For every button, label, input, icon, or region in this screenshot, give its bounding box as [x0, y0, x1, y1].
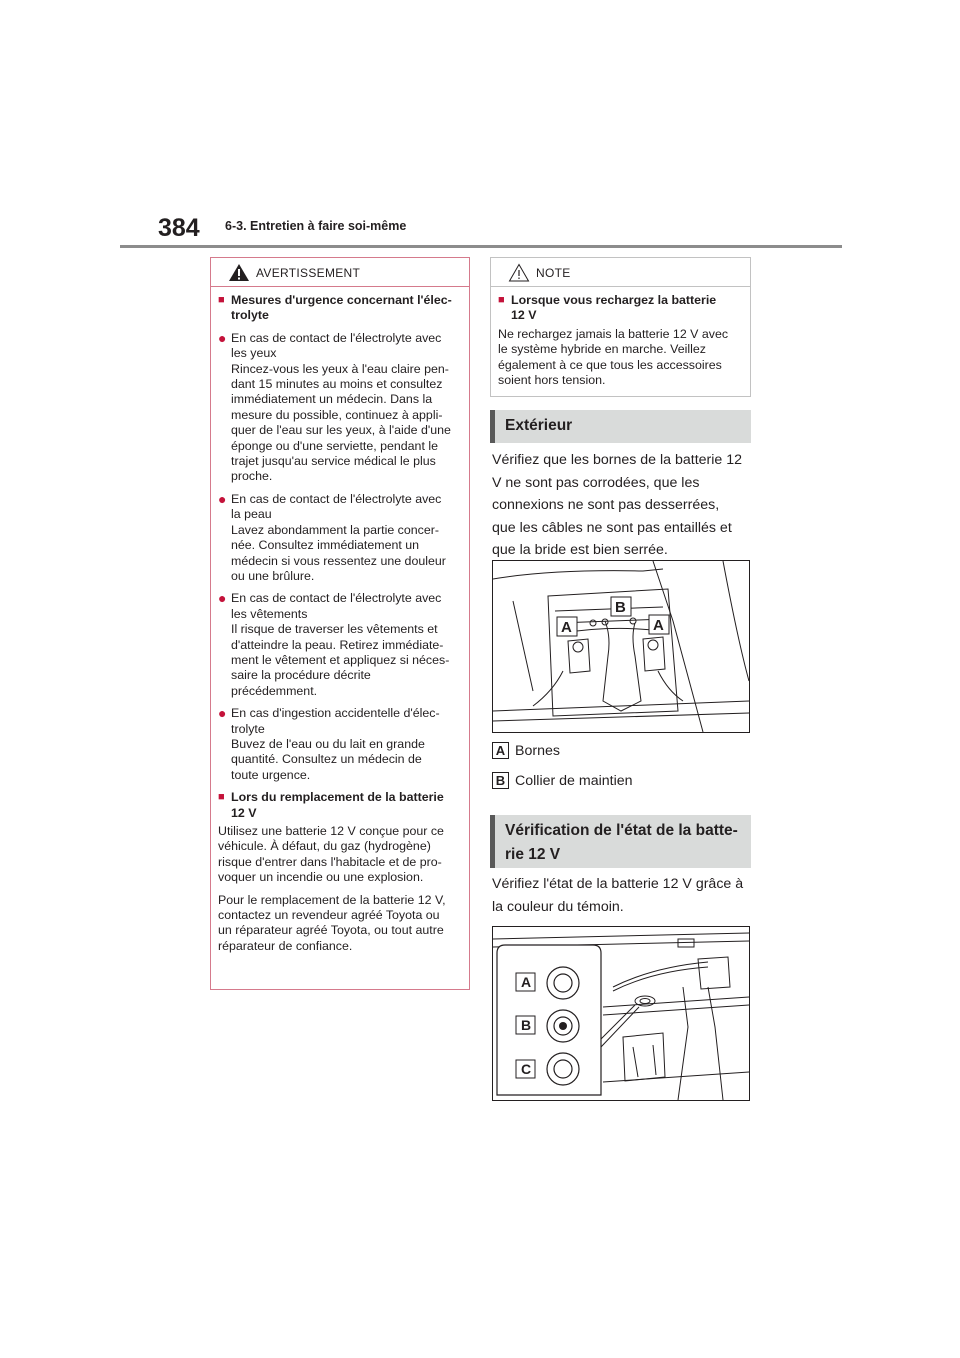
battery-indicator-drawing: [493, 927, 749, 1100]
figure-label-b: B: [521, 1017, 532, 1033]
warning-item: [218, 706, 462, 783]
header-rule: [120, 245, 842, 248]
warning-title: AVERTISSEMENT: [256, 266, 361, 280]
legend-item: [492, 772, 633, 789]
exterior-text: Vérifiez que les bornes de la batterie 12 V ne sont pas corrodées, que les connexions ne sont pas desserrées, que les câbles ne sont pas entaillés et que la bride est bien serrée.: [492, 452, 743, 558]
square-bullet-icon: ■: [218, 294, 225, 306]
note-box: [490, 257, 751, 397]
warning-item-text: En cas d'ingestion accidentelle d'élec- trolyte Buvez de l'eau ou du lait en grande quantité. Consultez un médecin de toute urgence.: [231, 706, 440, 782]
section-heading-state-check: [490, 815, 751, 868]
note-heading: Lorsque vous rechargez la batterie 12 V: [511, 293, 717, 323]
warning-item: [218, 591, 462, 699]
heading-text: Extérieur: [505, 417, 573, 434]
warning-box: [210, 257, 470, 990]
warning-item-heading: Lors du remplacement de la batterie 12 V: [231, 790, 444, 820]
note-text: Ne rechargez jamais la batterie 12 V avec le système hybride en marche. Veillez également à ce que tous les accessoires soient hors tension.: [498, 326, 729, 388]
warning-item-text: En cas de contact de l'électrolyte avec les vêtements Il risque de traverser les vêtements et d'atteindre la peau. Retirez immédiate- ment le vêtement et appliquez si néces- saire la procédure décrite précédemment.: [231, 591, 450, 698]
heading-text: Vérification de l'état de la batte- rie 12 V: [505, 822, 738, 863]
figure-label-a: A: [521, 974, 532, 990]
warning-paragraph: Utilisez une batterie 12 V conçue pour ce véhicule. À défaut, du gaz (hydrogène) risque d'entrer dans l'habitacle et de pro- voquer un incendie ou une explosion.: [218, 824, 444, 885]
section-title: 6-3. Entretien à faire soi-même: [225, 219, 407, 233]
square-bullet-icon: ■: [498, 294, 505, 306]
figure-label-a: A: [653, 617, 664, 634]
battery-terminals-drawing: [493, 561, 749, 732]
warning-item-heading: Mesures d'urgence concernant l'élec- trolyte: [231, 293, 452, 323]
dot-bullet-icon: ●: [218, 490, 227, 507]
dot-bullet-icon: ●: [218, 329, 227, 346]
legend-label: Bornes: [515, 742, 560, 759]
warning-box-header: [211, 258, 469, 287]
battery-indicator-illustration: [492, 926, 750, 1101]
battery-terminals-illustration: [492, 560, 750, 733]
warning-item: [218, 293, 462, 324]
warning-item: [218, 492, 462, 584]
figure-label-c: C: [521, 1061, 532, 1077]
page-number: 384: [158, 214, 200, 242]
figure-label-b: B: [615, 599, 626, 616]
dot-bullet-icon: ●: [218, 590, 227, 607]
note-title: NOTE: [536, 266, 571, 280]
square-bullet-icon: ■: [218, 791, 225, 804]
section-heading-exterior: [490, 410, 751, 443]
figure-label-a: A: [561, 619, 572, 636]
warning-paragraph: Pour le remplacement de la batterie 12 V, contactez un revendeur agréé Toyota ou un réparateur agréé Toyota, ou tout autre réparateur de confiance.: [218, 892, 446, 953]
warning-item-text: En cas de contact de l'électrolyte avec la peau Lavez abondamment la partie concer- née. Consultez immédiatement un médecin si vous ressentez une douleur ou une brûlure.: [231, 491, 446, 583]
legend-key: A: [492, 742, 509, 759]
warning-item: [218, 790, 462, 821]
warning-triangle-icon: [228, 263, 250, 282]
warning-item: [218, 331, 462, 485]
warning-item-text: En cas de contact de l'électrolyte avec les yeux Rincez-vous les yeux à l'eau claire pen- dant 15 minutes au moins et consultez immédiatement un médecin. Dans la mesure du possible, continuez à appli- quer de l'eau sur les yeux, à l'aide d'une éponge ou d'une serviette, pendant le trajet jusqu'au service médical le plus proche.: [231, 330, 451, 484]
note-box-header: [491, 258, 750, 287]
note-item: [498, 293, 743, 324]
legend-label: Collier de maintien: [515, 772, 633, 789]
legend-item: [492, 742, 560, 759]
dot-bullet-icon: ●: [218, 705, 227, 722]
caution-outline-icon: [508, 263, 530, 282]
state-check-text: Vérifiez l'état de la batterie 12 V grâce à la couleur du témoin.: [492, 876, 744, 915]
legend-key: B: [492, 772, 509, 789]
